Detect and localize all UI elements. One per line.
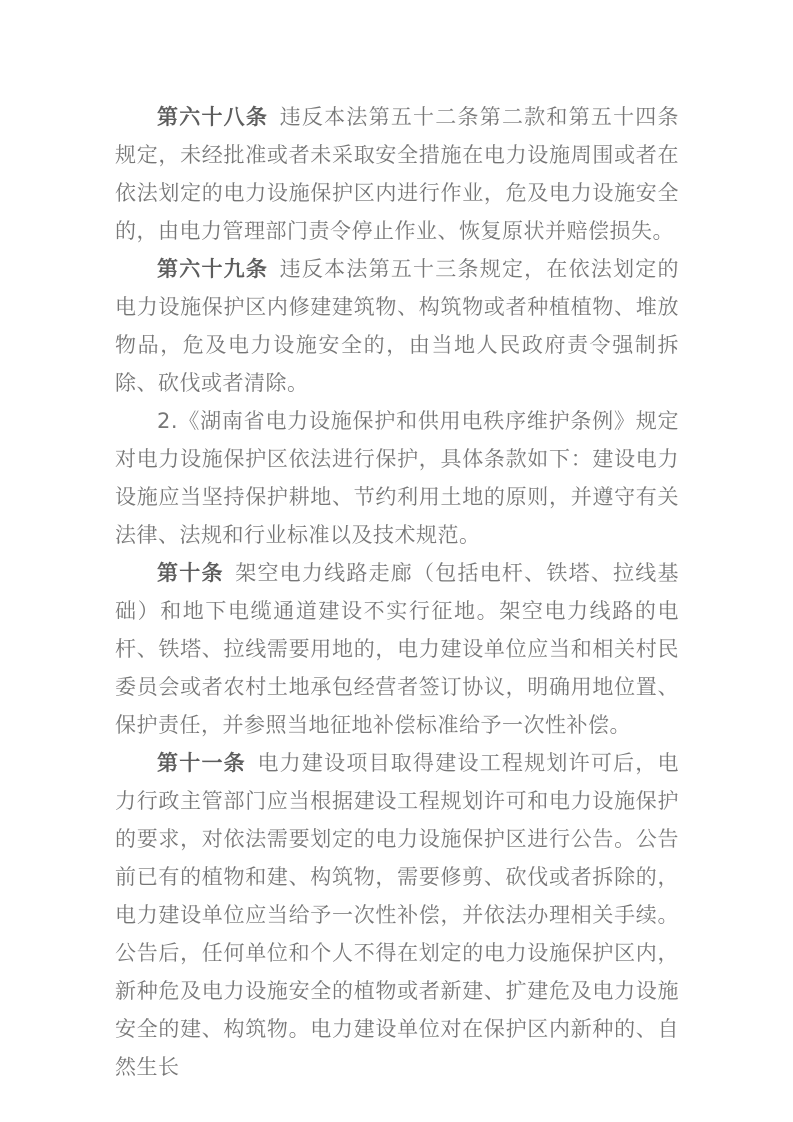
article-number: 第六十八条: [157, 105, 269, 129]
paragraph-text: 违反本法第五十二条第二款和第五十四条规定，未经批准或者未采取安全措施在电力设施周围或者在依法划定的电力设施保护区内进行作业，危及电力设施安全的，由电力管理部门责令停止作业、恢复原状并赔偿损失。: [115, 105, 680, 243]
paragraph-text: 2.《湖南省电力设施保护和供用电秩序维护条例》规定对电力设施保护区依法进行保护，具体条款如下：建设电力设施应当坚持保护耕地、节约利用土地的原则，并遵守有关法律、法规和行业标准以及技术规范。: [115, 409, 679, 547]
paragraph: [115, 744, 679, 1086]
paragraph: [115, 554, 679, 744]
paragraph-text: 电力建设项目取得建设工程规划许可后，电力行政主管部门应当根据建设工程规划许可和电力设施保护的要求，对依法需要划定的电力设施保护区进行公告。公告前已有的植物和建、构筑物，需要修剪、砍伐或者拆除的，电力建设单位应当给予一次性补偿，并依法办理相关手续。公告后，任何单位和个人不得在划定的电力设施保护区内，新种危及电力设施安全的植物或者新建、扩建危及电力设施安全的建、构筑物。电力建设单位对在保护区内新种的、自然生长: [115, 751, 680, 1079]
article-number: 第十一条: [157, 751, 246, 775]
document-content: [115, 98, 679, 1086]
paragraph-text: 违反本法第五十三条规定，在依法划定的电力设施保护区内修建建筑物、构筑物或者种植植物、堆放物品，危及电力设施安全的，由当地人民政府责令强制拆除、砍伐或者清除。: [115, 257, 680, 395]
paragraph: [115, 402, 679, 554]
paragraph: [115, 250, 679, 402]
paragraph: [115, 98, 679, 250]
article-number: 第六十九条: [157, 257, 269, 281]
article-number: 第十条: [157, 561, 224, 585]
paragraph-text: 架空电力线路走廊（包括电杆、铁塔、拉线基础）和地下电缆通道建设不实行征地。架空电力线路的电杆、铁塔、拉线需要用地的，电力建设单位应当和相关村民委员会或者农村土地承包经营者签订协议，明确用地位置、保护责任，并参照当地征地补偿标准给予一次性补偿。: [115, 561, 680, 737]
